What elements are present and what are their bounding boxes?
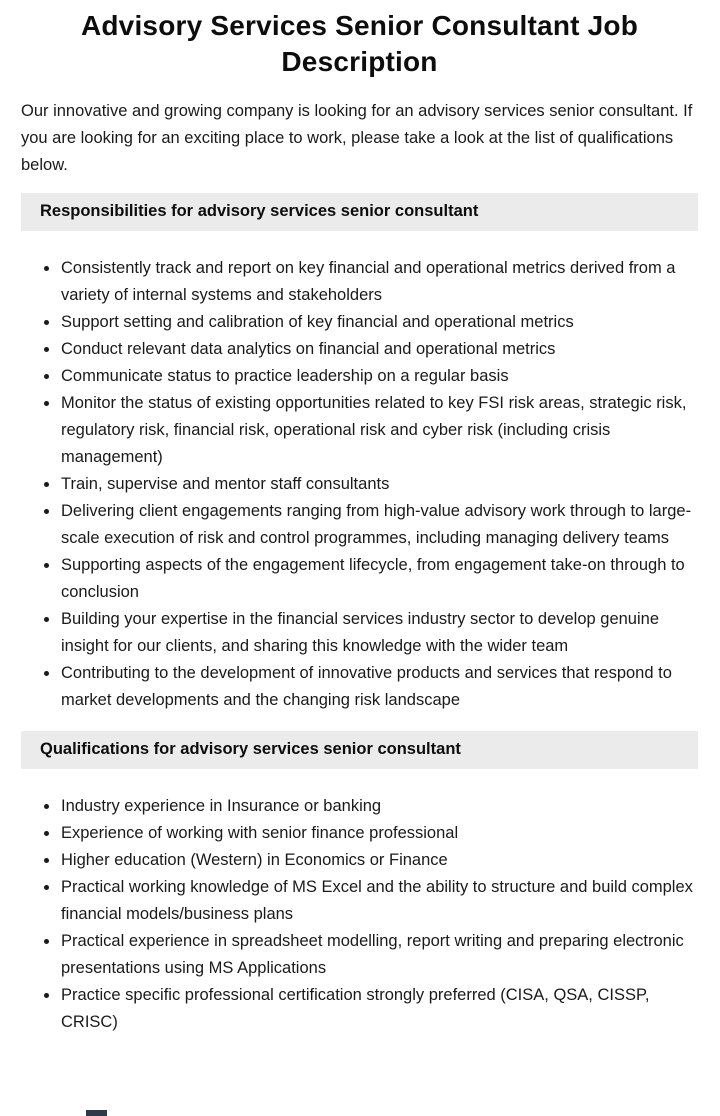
bullet-list-responsibilities: [21, 255, 698, 714]
list-item-text: Communicate status to practice leadership on a regular basis: [61, 367, 509, 385]
list-item-text: Practice specific professional certification strongly preferred (CISA, QSA, CISSP, CRISC): [61, 986, 650, 1031]
bullet-icon: [44, 939, 49, 944]
bullet-icon: [44, 482, 49, 487]
list-item: [61, 471, 698, 498]
list-item: [61, 820, 698, 847]
list-item: [61, 793, 698, 820]
list-item-text: Practical working knowledge of MS Excel and the ability to structure and build complex financial models/business plans: [61, 878, 693, 923]
list-item-text: Delivering client engagements ranging from high-value advisory work through to large-scale execution of risk and control programmes, including managing delivery teams: [61, 502, 692, 547]
jd-section-qualifications: [21, 731, 698, 1036]
list-item-text: Practical experience in spreadsheet modelling, report writing and preparing electronic presentations using MS Applications: [61, 932, 684, 977]
jd-section-responsibilities: [21, 193, 698, 714]
list-item-text: Support setting and calibration of key financial and operational metrics: [61, 313, 574, 331]
list-item: [61, 660, 698, 714]
list-item: [61, 390, 698, 471]
list-item: [61, 982, 698, 1036]
list-item: [61, 874, 698, 928]
section-header-bar: [21, 731, 698, 769]
bullet-icon: [44, 563, 49, 568]
list-item-text: Consistently track and report on key financial and operational metrics derived from a variety of internal systems and stakeholders: [61, 259, 676, 304]
list-item: [61, 606, 698, 660]
section-heading: Responsibilities for advisory services senior consultant: [40, 202, 479, 220]
bullet-icon: [44, 374, 49, 379]
list-item: [61, 363, 698, 390]
bullet-icon: [44, 320, 49, 325]
list-item: [61, 336, 698, 363]
bullet-list-qualifications: [21, 793, 698, 1036]
bullet-icon: [44, 885, 49, 890]
section-heading: Qualifications for advisory services senior consultant: [40, 740, 461, 758]
bullet-icon: [44, 804, 49, 809]
bullet-icon: [44, 671, 49, 676]
bullet-icon: [44, 401, 49, 406]
list-item: [61, 552, 698, 606]
list-item-text: Contributing to the development of innovative products and services that respond to market developments and the changing risk landscape: [61, 664, 672, 709]
list-item: [61, 928, 698, 982]
list-item-text: Experience of working with senior finance professional: [61, 824, 459, 842]
list-item: [61, 847, 698, 874]
list-item-text: Monitor the status of existing opportunities related to key FSI risk areas, strategic risk, regulatory risk, financial risk, operational risk and cyber risk (including crisis management): [61, 394, 687, 466]
bullet-icon: [44, 831, 49, 836]
bullet-icon: [44, 858, 49, 863]
page-title: Advisory Services Senior Consultant Job Description: [80, 10, 639, 77]
bullet-icon: [44, 347, 49, 352]
list-item-text: Conduct relevant data analytics on financial and operational metrics: [61, 340, 556, 358]
list-item: [61, 255, 698, 309]
bullet-icon: [44, 993, 49, 998]
list-item-text: Building your expertise in the financial services industry sector to develop genuine insight for our clients, and sharing this knowledge with the wider team: [61, 610, 660, 655]
cropped-next-line-text-artifact: [86, 1110, 107, 1116]
list-item-text: Train, supervise and mentor staff consultants: [61, 475, 390, 493]
list-item-text: Supporting aspects of the engagement lifecycle, from engagement take-on through to conclusion: [61, 556, 685, 601]
bullet-icon: [44, 617, 49, 622]
sections-container: [21, 193, 698, 1036]
bullet-icon: [44, 509, 49, 514]
section-header-bar: [21, 193, 698, 231]
list-item: [61, 498, 698, 552]
bullet-icon: [44, 266, 49, 271]
list-item-text: Higher education (Western) in Economics or Finance: [61, 851, 448, 869]
list-item-text: Industry experience in Insurance or banking: [61, 797, 382, 815]
intro-paragraph: Our innovative and growing company is looking for an advisory services senior consultant. If you are looking for an exciting place to work, please take a look at the list of qualifications below.: [21, 102, 693, 174]
list-item: [61, 309, 698, 336]
